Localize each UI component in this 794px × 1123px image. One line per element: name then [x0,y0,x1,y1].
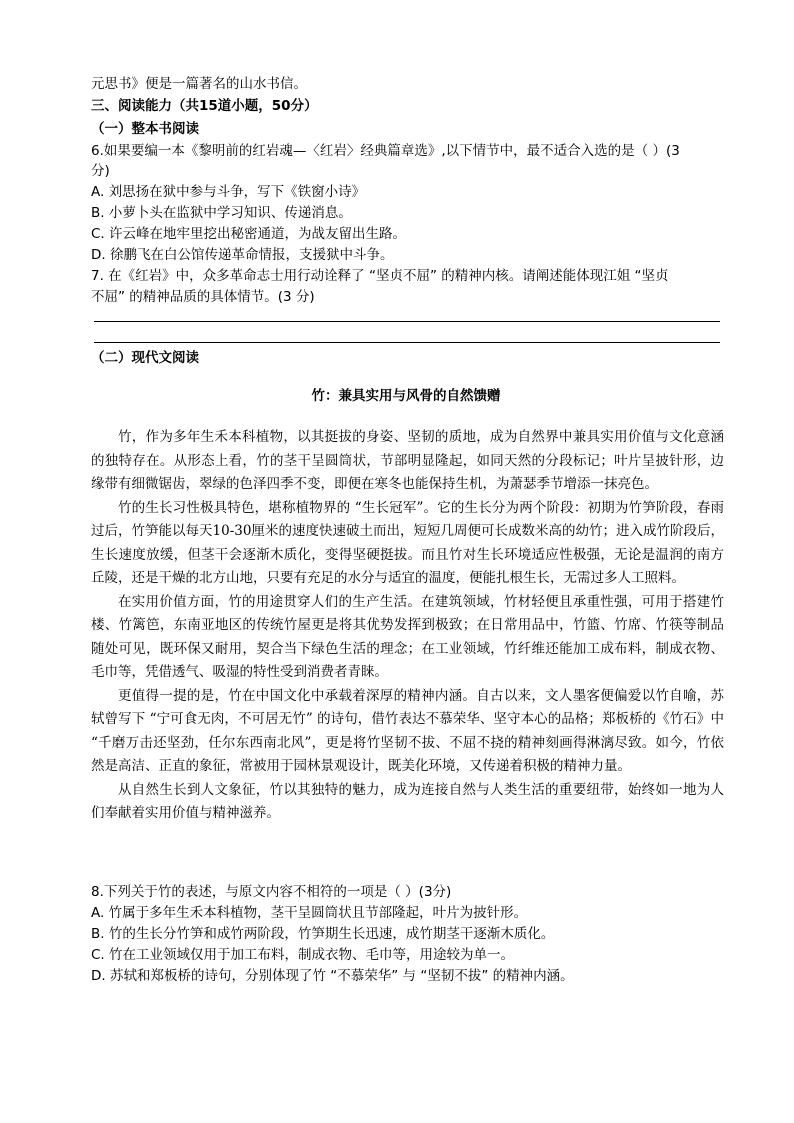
passage-paragraph: 竹的生长习性极具特色，堪称植物界的 “生长冠军”。它的生长分为两个阶段：初期为竹笋阶段，春雨过后，竹笋能以每天10-30厘米的速度快速破土而出，短短几周便可长成数米高的幼竹；进入成竹阶段后，生长速度放缓，但茎干会逐渐木质化，变得坚硬挺拔。而且竹对生长环境适应性极强，无论是温润的南方丘陵，还是干燥的北方山地，只要有充足的水分与适宜的温度，便能扎根生长，无需过多人工照料。 [91,499,724,586]
q8-stem: 8.下列关于竹的表述，与原文内容不相符的一项是（ ）(3分) [91,884,452,900]
q8-option-c: C. 竹在工业领域仅用于加工布料，制成衣物、毛巾等，用途较为单一。 [91,947,515,963]
q6-stem-line2: 分) [91,163,110,179]
part1-heading: （一）整本书阅读 [91,121,199,137]
q6-stem-line1: 6.如果要编一本《黎明前的红岩魂—〈红岩〉经典篇章选》,以下情节中，最不适合入选的是（ ）(3 [91,143,680,159]
passage-title: 竹：兼具实用与风骨的自然馈赠 [311,388,501,404]
q6-option-d: D. 徐鹏飞在白公馆传递革命情报，支援狱中斗争。 [91,247,394,263]
q7-stem-line2: 不屈” 的精神品质的具体情节。(3 分) [91,289,315,305]
q8-option-d: D. 苏轼和郑板桥的诗句，分别体现了竹 “不慕荣华” 与 “坚韧不拔” 的精神内涵。 [91,968,574,984]
passage-paragraph: 在实用价值方面，竹的用途贯穿人们的生产生活。在建筑领域，竹材轻便且承重性强，可用于搭建竹楼、竹篱笆，东南亚地区的传统竹屋更是将其优势发挥到极致；在日常用品中，竹篮、竹席、竹筷等制品随处可见，既环保又耐用，契合当下绿色生活的理念；在工业领域，竹纤维还能加工成布料，制成衣物、毛巾等，凭借透气、吸湿的特性受到消费者青睐。 [91,593,724,680]
answer-line-1 [94,321,720,322]
section3-heading: 三、阅读能力（共15道小题，50分） [91,98,318,114]
passage-body [91,426,724,826]
passage-paragraph: 从自然生长到人文象征，竹以其独特的魅力，成为连接自然与人类生活的重要纽带，始终如一地为人们奉献着实用价值与精神滋养。 [91,781,724,821]
q6-option-b: B. 小萝卜头在监狱中学习知识、传递消息。 [91,205,352,221]
passage-paragraph: 竹，作为多年生禾本科植物，以其挺拔的身姿、坚韧的质地，成为自然界中兼具实用价值与文化意涵的独特存在。从形态上看，竹的茎干呈圆筒状，节部明显隆起，如同天然的分段标记；叶片呈披针形，边缘带有细微锯齿，翠绿的色泽四季不变，即便在寒冬也能保持生机，为萧瑟季节增添一抹亮色。 [91,429,724,492]
passage-paragraph: 更值得一提的是，竹在中国文化中承载着深厚的精神内涵。自古以来，文人墨客便偏爱以竹自喻，苏轼曾写下 “宁可食无肉，不可居无竹” 的诗句，借竹表达不慕荣华、坚守本心的品格；郑板桥的《竹石》中 “千磨万击还坚劲，任尔东西南北风”，更是将竹坚韧不拔、不屈不挠的精神刻画得淋漓尽致。如今，竹依然是高洁、正直的象征，常被用于园林景观设计，既美化环境，又传递着积极的精神力量。 [91,687,724,774]
q7-stem-line1: 7. 在《红岩》中，众多革命志士用行动诠释了 “坚贞不屈” 的精神内核。请阐述能体现江姐 “坚贞 [91,268,669,284]
q6-option-a: A. 刘思扬在狱中参与斗争，写下《铁窗小诗》 [91,184,366,200]
q8-option-a: A. 竹属于多年生禾本科植物，茎干呈圆筒状且节部隆起，叶片为披针形。 [91,905,528,921]
answer-line-2 [94,342,720,343]
q8-option-b: B. 竹的生长分竹笋和成竹两阶段，竹笋期生长迅速，成竹期茎干逐渐木质化。 [91,926,555,942]
part2-heading: （二）现代文阅读 [91,350,199,366]
q6-option-c: C. 许云峰在地牢里挖出秘密通道，为战友留出生路。 [91,226,407,242]
intro-line: 元思书》便是一篇著名的山水书信。 [91,76,307,92]
